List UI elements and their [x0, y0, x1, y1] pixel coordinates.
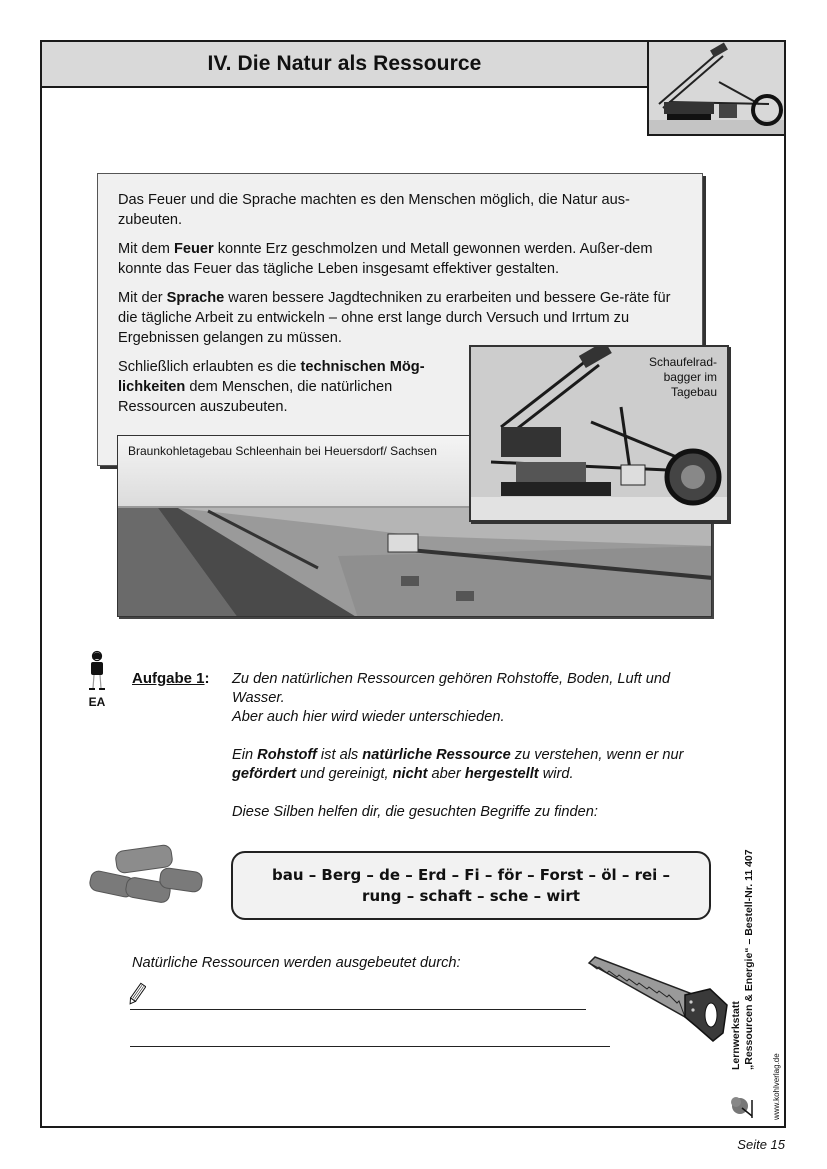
publisher-text — [730, 795, 790, 1120]
tree-logo-icon — [730, 1090, 760, 1120]
syllables-line-1: bau – Berg – de – Erd – Fi – för – Forst – öl – rei – — [271, 865, 671, 884]
text-run: dem Menschen, die natürlichen Ressourcen auszubeuten. — [118, 379, 393, 415]
task-paragraph-2 — [232, 746, 702, 784]
bold-text: Sprache — [166, 290, 225, 306]
bold-text: nicht — [392, 766, 428, 782]
bold-text: natürliche Ressource — [362, 747, 511, 763]
syllable-box — [231, 851, 711, 920]
bucket-wheel-excavator-photo — [469, 345, 729, 522]
individual-work-badge — [86, 650, 108, 709]
text-run: waren bessere Jagdtechniken zu erarbeiten und bessere Ge-räte für die tägliche Arbeit zu entwickeln – ohne erst lange durch Versuch und Irrtum zu Ergebnissen gelangen zu müssen. — [118, 290, 671, 346]
text-run: Mit dem — [118, 241, 174, 257]
caption-line: bagger im — [663, 370, 717, 384]
bold-text: Feuer — [173, 241, 214, 257]
text-run: Ein — [232, 747, 258, 763]
task-label-text: Aufgabe 1 — [132, 670, 205, 687]
answer-prompt: Natürliche Ressourcen werden ausgebeutet durch: — [132, 955, 461, 971]
task-p1-line1: Zu den natürlichen Ressourcen gehören Rohstoffe, Boden, Luft und Wasser. — [232, 671, 671, 706]
excavator-thumbnail-image — [647, 40, 786, 136]
title-bar — [40, 40, 649, 88]
pencil-icon — [128, 981, 146, 1007]
page-number: Seite 15 — [737, 1137, 785, 1152]
task-p1-line2: Aber auch hier wird wieder unterschieden. — [232, 709, 505, 725]
task-label-colon: : — [204, 670, 210, 687]
intro-paragraph — [118, 288, 688, 348]
sidebar-line-1: Lernwerkstatt — [730, 1001, 742, 1070]
ea-label: EA — [88, 695, 106, 709]
task-label — [132, 670, 210, 687]
caption-line: Tagebau — [670, 385, 717, 399]
text-run: Mit der — [118, 290, 167, 306]
fish-sticks-icon — [86, 840, 208, 910]
bold-text: gefördert — [232, 766, 297, 782]
excavator-icon — [649, 42, 786, 136]
syllables-line-2: rung – schaft – sche – wirt — [362, 886, 580, 905]
sidebar-line-2: „Ressourcen & Energie“ – Bestell-Nr. 11 407 — [743, 849, 755, 1070]
bold-text: hergestellt — [464, 766, 539, 782]
intro-paragraph — [118, 190, 688, 230]
text-run: konnte Erz geschmolzen und Metall gewonnen werden. Außer-dem konnte das Feuer das tägliche Leben insgesamt effektiver gestalten. — [118, 241, 653, 277]
hand-saw-icon — [585, 955, 735, 1045]
text-run: Das Feuer und die Sprache machten es den Menschen möglich, die Natur aus-zubeuten. — [118, 192, 630, 228]
text-run: ist als — [316, 747, 363, 763]
publisher-url[interactable]: www.kohlverlag.de — [772, 1053, 781, 1120]
caption-line: Schaufelrad- — [648, 355, 717, 369]
excavator-photo-caption — [649, 355, 717, 400]
fish-sticks-image — [86, 840, 208, 910]
bold-text: Rohstoff — [257, 747, 317, 763]
publisher-sidebar — [730, 795, 790, 1120]
task-text — [232, 670, 702, 841]
bold-text: technischen Mög-lichkeiten — [118, 359, 425, 395]
page-title: IV. Die Natur als Ressource — [207, 52, 482, 75]
mine-photo-caption: Braunkohletagebau Schleenhain bei Heuersdorf/ Sachsen — [128, 444, 437, 458]
text-run: aber — [427, 766, 465, 782]
saw-image — [585, 955, 735, 1045]
publisher-logo — [730, 1090, 760, 1120]
task-paragraph-1 — [232, 670, 702, 727]
task-paragraph-3: Diese Silben helfen dir, die gesuchten Begriffe zu finden: — [232, 804, 598, 820]
intro-paragraph — [118, 357, 458, 417]
student-figure-icon — [86, 650, 108, 692]
answer-line[interactable] — [130, 1009, 586, 1010]
text-run: wird. — [538, 766, 574, 782]
text-run: zu verstehen, wenn er nur — [510, 747, 684, 763]
text-run: Schließlich erlaubten es die — [118, 359, 301, 375]
answer-line[interactable] — [130, 1046, 610, 1047]
text-run: und gereinigt, — [296, 766, 393, 782]
intro-paragraph — [118, 239, 688, 279]
